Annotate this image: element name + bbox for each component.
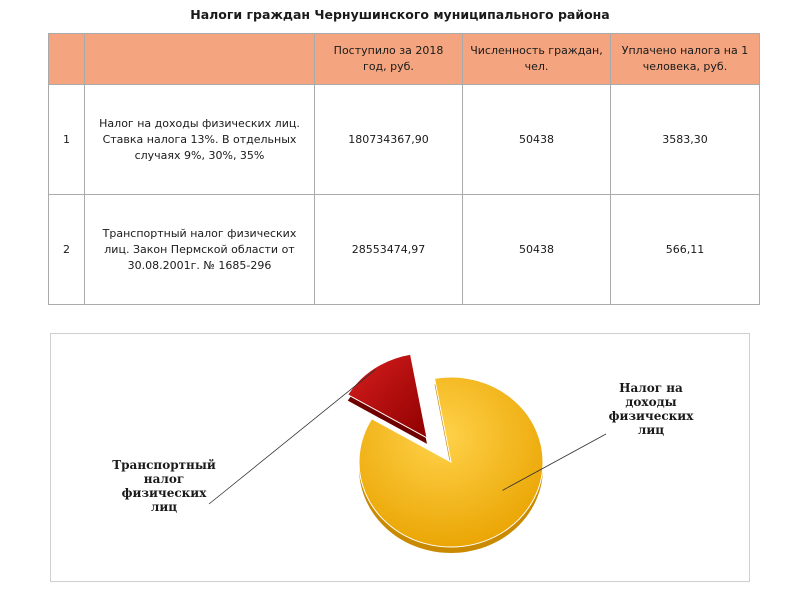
row-received: 28553474,97 (315, 195, 463, 305)
pie-leader-line (209, 370, 375, 504)
header-name (85, 34, 315, 85)
pie-slice (348, 354, 427, 438)
row-citizens: 50438 (463, 195, 611, 305)
row-citizens: 50438 (463, 85, 611, 195)
row-tax-name: Транспортный налог физических лиц. Закон Пермской области от 30.08.2001г. № 1685-296 (85, 195, 315, 305)
pie-label-line: лиц (150, 500, 178, 514)
pie-label-line: физических (121, 486, 207, 500)
row-per-person: 3583,30 (611, 85, 760, 195)
header-citizens: Численность граждан, чел. (463, 34, 611, 85)
pie-label-line: лиц (637, 423, 665, 437)
pie-label-line: физических (608, 409, 694, 423)
row-num: 1 (49, 85, 85, 195)
table-row (49, 195, 760, 305)
pie-label-line: Налог на (619, 381, 683, 395)
table-row (49, 85, 760, 195)
table-header-row (49, 34, 760, 85)
row-per-person: 566,11 (611, 195, 760, 305)
row-tax-name: Налог на доходы физических лиц. Ставка налога 13%. В отдельных случаях 9%, 30%, 35% (85, 85, 315, 195)
pie-chart-frame (50, 333, 750, 582)
row-received: 180734367,90 (315, 85, 463, 195)
pie-slice-label (609, 381, 695, 437)
row-num: 2 (49, 195, 85, 305)
header-per-person: Уплачено налога на 1 человека, руб. (611, 34, 760, 85)
pie-label-line: Транспортный (112, 458, 216, 472)
header-received: Поступило за 2018 год, руб. (315, 34, 463, 85)
pie-slice-label (112, 458, 216, 514)
page-title: Налоги граждан Чернушинского муниципального района (190, 7, 610, 22)
pie-chart (51, 334, 749, 581)
tax-table (48, 33, 760, 305)
pie-label-line: налог (143, 472, 185, 486)
pie-label-line: доходы (625, 395, 677, 409)
header-num (49, 34, 85, 85)
